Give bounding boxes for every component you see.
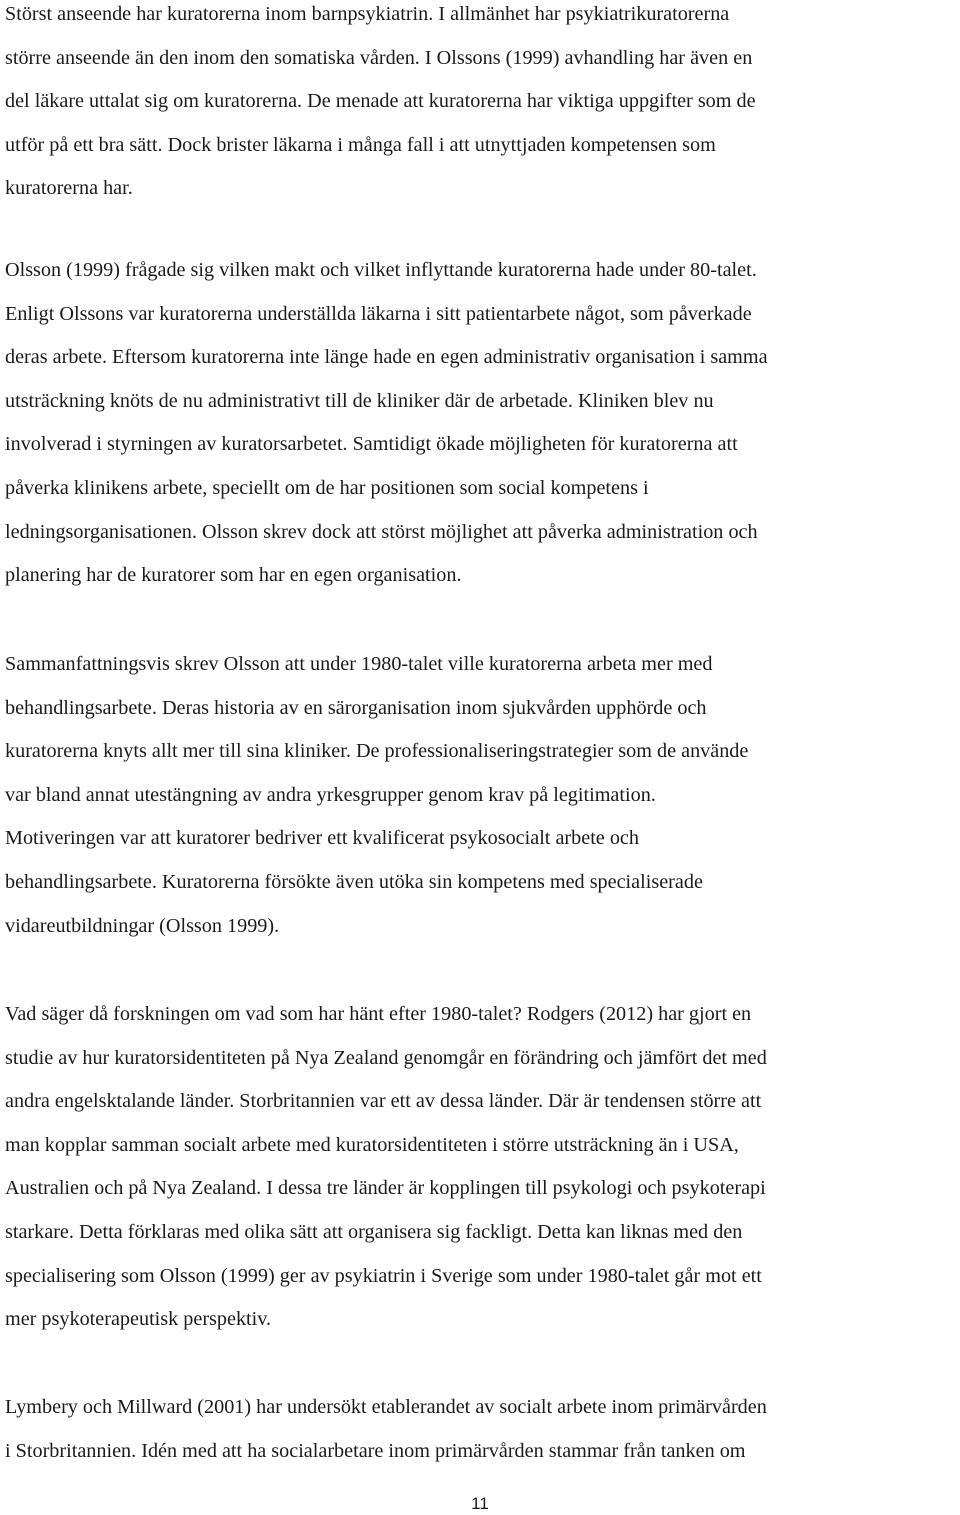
- text-line: utsträckning knöts de nu administrativt till de kliniker där de arbetade. Kliniken blev nu: [5, 389, 714, 412]
- text-line: Sammanfattningsvis skrev Olsson att under 1980-talet ville kuratorerna arbeta mer med: [5, 653, 713, 675]
- text-line: starkare. Detta förklaras med olika sätt att organisera sig fackligt. Detta kan liknas med den: [5, 1220, 743, 1243]
- text-line: andra engelsktalande länder. Storbritannien var ett av dessa länder. Där är tendensen större att: [5, 1090, 762, 1113]
- text-line: större anseende än den inom den somatiska vården. I Olssons (1999) avhandling har även en: [5, 46, 753, 69]
- text-line: kuratorerna knyts allt mer till sina kliniker. De professionaliseringstrategier som de använde: [5, 740, 749, 763]
- text-line: mer psykoterapeutisk perspektiv.: [5, 1308, 272, 1331]
- text-line: Störst anseende har kuratorerna inom barnpsykiatrin. I allmänhet har psykiatrikuratorerna: [5, 3, 730, 25]
- text-line: specialisering som Olsson (1999) ger av psykiatrin i Sverige som under 1980-talet går mot ett: [5, 1264, 762, 1287]
- text-line: planering har de kuratorer som har en egen organisation.: [5, 564, 462, 587]
- text-line: involverad i styrningen av kuratorsarbetet. Samtidigt ökade möjligheten för kuratorerna att: [5, 433, 738, 456]
- text-line: vidareutbildningar (Olsson 1999).: [5, 914, 280, 937]
- paragraph-3: [5, 643, 748, 948]
- paragraph-4: [5, 993, 767, 1342]
- text-line: del läkare uttalat sig om kuratorerna. De menade att kuratorerna har viktiga uppgifter som de: [5, 90, 756, 113]
- paragraph-1: [5, 0, 756, 211]
- page-number: 11: [471, 1494, 489, 1513]
- text-line: Vad säger då forskningen om vad som har hänt efter 1980-talet? Rodgers (2012) har gjort en: [5, 1003, 752, 1025]
- text-line: studie av hur kuratorsidentiteten på Nya Zealand genomgår en förändring och jämfört det med: [5, 1046, 767, 1069]
- text-line: Enligt Olssons var kuratorerna underställda läkarna i sitt patientarbete något, som påverkade: [5, 302, 752, 325]
- text-line: kuratorerna har.: [5, 177, 133, 200]
- text-line: deras arbete. Eftersom kuratorerna inte länge hade en egen administrativ organisation i samma: [5, 346, 768, 369]
- text-line: Australien och på Nya Zealand. I dessa tre länder är kopplingen till psykologi och psykoterapi: [5, 1177, 766, 1200]
- text-line: Olsson (1999) frågade sig vilken makt och vilket inflyttande kuratorerna hade under 80-talet.: [5, 259, 757, 281]
- text-line: Lymbery och Millward (2001) har undersökt etablerandet av socialt arbete inom primärvården: [5, 1396, 767, 1418]
- paragraph-5: [5, 1386, 767, 1473]
- text-line: påverka klinikens arbete, speciellt om de har positionen som social kompetens i: [5, 476, 649, 499]
- text-line: behandlingsarbete. Deras historia av en särorganisation inom sjukvården upphörde och: [5, 696, 707, 719]
- text-line: utför på ett bra sätt. Dock brister läkarna i många fall i att utnyttjaden kompetensen som: [5, 133, 716, 156]
- text-line: i Storbritannien. Idén med att ha socialarbetare inom primärvården stammar från tanken om: [5, 1439, 746, 1462]
- text-line: Motiveringen var att kuratorer bedriver ett kvalificerat psykosocialt arbete och: [5, 827, 639, 850]
- text-line: behandlingsarbete. Kuratorerna försökte även utöka sin kompetens med specialiserade: [5, 870, 703, 893]
- text-line: man kopplar samman socialt arbete med kuratorsidentiteten i större utsträckning än i USA,: [5, 1133, 739, 1156]
- text-line: ledningsorganisationen. Olsson skrev dock att störst möjlighet att påverka administration och: [5, 520, 758, 543]
- text-line: var bland annat utestängning av andra yrkesgrupper genom krav på legitimation.: [5, 783, 656, 806]
- paragraph-2: [5, 249, 768, 598]
